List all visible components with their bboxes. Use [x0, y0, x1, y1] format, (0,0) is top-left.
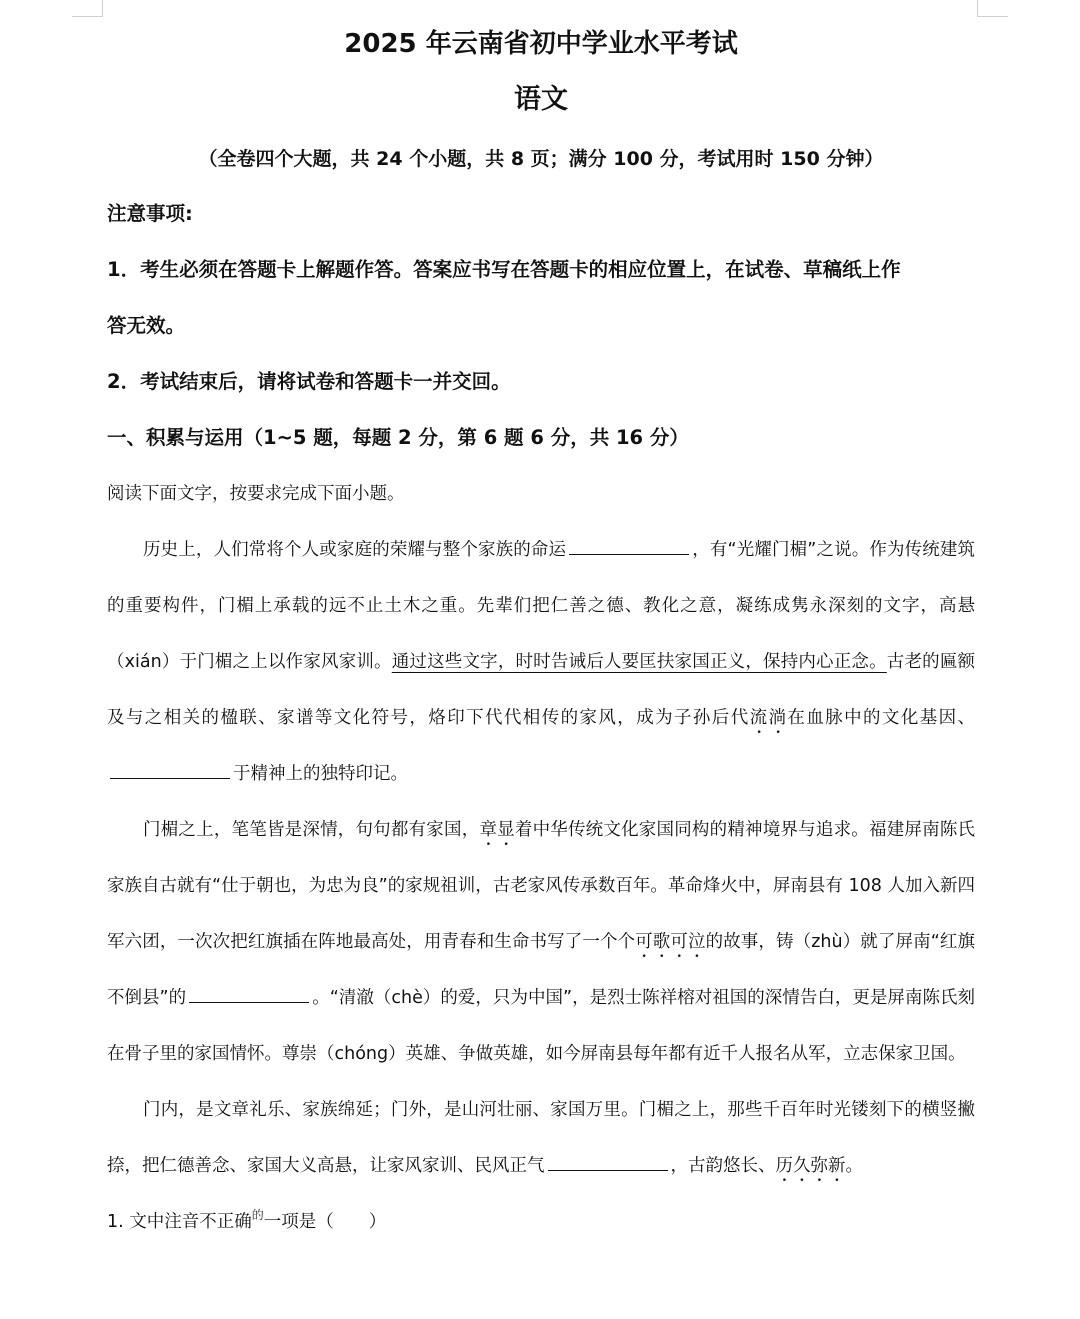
- fill-blank-2: [110, 760, 230, 779]
- p1-text-d: 在血脉中的文化基因、: [787, 708, 976, 728]
- p1-underlined-sentence: 通过这些文字，时时告诫后人要匡扶家国正义，保持内心正念。: [391, 652, 887, 672]
- fill-blank-3: [189, 984, 309, 1003]
- exam-subject: 语文: [514, 84, 568, 115]
- p1-dotted-word: 流淌: [749, 708, 788, 728]
- p3-text-c: 。: [845, 1156, 863, 1176]
- p1-text-b: ，有“光耀门楣”之说。作为传统建筑的重要构件，门楣上承载的远不止土木之重。先辈们把仁善之德、教化之意，凝练成隽永深刻的文字，高悬（xián）于门楣之上以作家风家训。: [107, 540, 975, 672]
- section-1-instruction: 阅读下面文字，按要求完成下面小题。: [107, 484, 405, 504]
- notes-item-1-line-1: 1．考生必须在答题卡上解题作答。答案应书写在答题卡的相应位置上，在试卷、草稿纸上作: [107, 258, 901, 281]
- section-1-heading: 一、积累与运用（1~5 题，每题 2 分，第 6 题 6 分，共 16 分）: [107, 426, 689, 449]
- question-1: [107, 1194, 975, 1251]
- passage-paragraph-3: [107, 1082, 975, 1194]
- exam-page: [107, 22, 975, 1251]
- p3-text-a: 门内，是文章礼乐、家族绵延；门外，是山河壮丽、家国万里。门楣之上，那些千百年时光镂刻下的横竖撇捺，把仁德善念、家国大义高悬，让家风家训、民风正气: [107, 1100, 975, 1176]
- p2-dotted-word-2: 可歌可泣: [635, 932, 706, 952]
- fill-blank-4: [548, 1152, 668, 1171]
- passage-paragraph-1: [107, 522, 975, 802]
- page-corner-mark-left: [72, 0, 103, 17]
- p1-text-c: 古老的匾额及与之相关的楹联、家谱等文化符号，烙印下代代相传的家风，成为子孙后代: [107, 652, 976, 728]
- p3-text-b: ，古韵悠长、: [670, 1156, 776, 1176]
- notes-item-2: 2．考试结束后，请将试卷和答题卡一并交回。: [107, 370, 511, 393]
- p2-text-d: 。“清澈（chè）的爱，只为中国”，是烈士陈祥榕对祖国的深情告白，更是屏南陈氏刻在骨子里的家国情怀。尊崇（chóng）英雄、争做英雄，如今屏南县每年都有近千人报名从军，立志保家卫国。: [107, 988, 975, 1064]
- notes-item-1-line-2: 答无效。: [107, 314, 186, 337]
- page-corner-mark-right: [977, 0, 1008, 17]
- p2-text-a: 门楣之上，笔笔皆是深情，句句都有家国，: [143, 820, 480, 840]
- p2-text-b: 着中华传统文化家国同构的精神境界与追求。福建屏南陈氏家族自古就有“仕于朝也，为忠为良”的家规祖训，古老家风传承数百年。革命烽火中，屏南县有 108 人加入新四军六团，一次次把红旗插在阵地最高处，用青春和生命书写了一个个: [107, 820, 976, 952]
- p3-dotted-word: 历久弥新: [775, 1156, 846, 1176]
- p1-text-a: 历史上，人们常将个人或家庭的荣耀与整个家族的命运: [143, 540, 567, 560]
- p1-text-e: 于精神上的独特印记。: [233, 764, 408, 784]
- fill-blank-1: [569, 536, 689, 555]
- p2-text-c: 的故事，铸（zhù）就了屏南“红旗不倒县”的: [107, 932, 976, 1008]
- notes-title: 注意事项:: [107, 202, 193, 225]
- exam-title: 2025 年云南省初中学业水平考试: [344, 29, 738, 59]
- question-1-text-a: 1. 文中注音不正确: [107, 1212, 252, 1232]
- passage-paragraph-2: [107, 802, 975, 1082]
- p2-dotted-word-1: 章显: [479, 820, 515, 840]
- question-1-sup: 的: [251, 1208, 264, 1222]
- exam-info: （全卷四个大题，共 24 个小题，共 8 页；满分 100 分，考试用时 150 分钟）: [198, 148, 884, 170]
- question-1-text-b: 一项是（ ）: [263, 1212, 387, 1232]
